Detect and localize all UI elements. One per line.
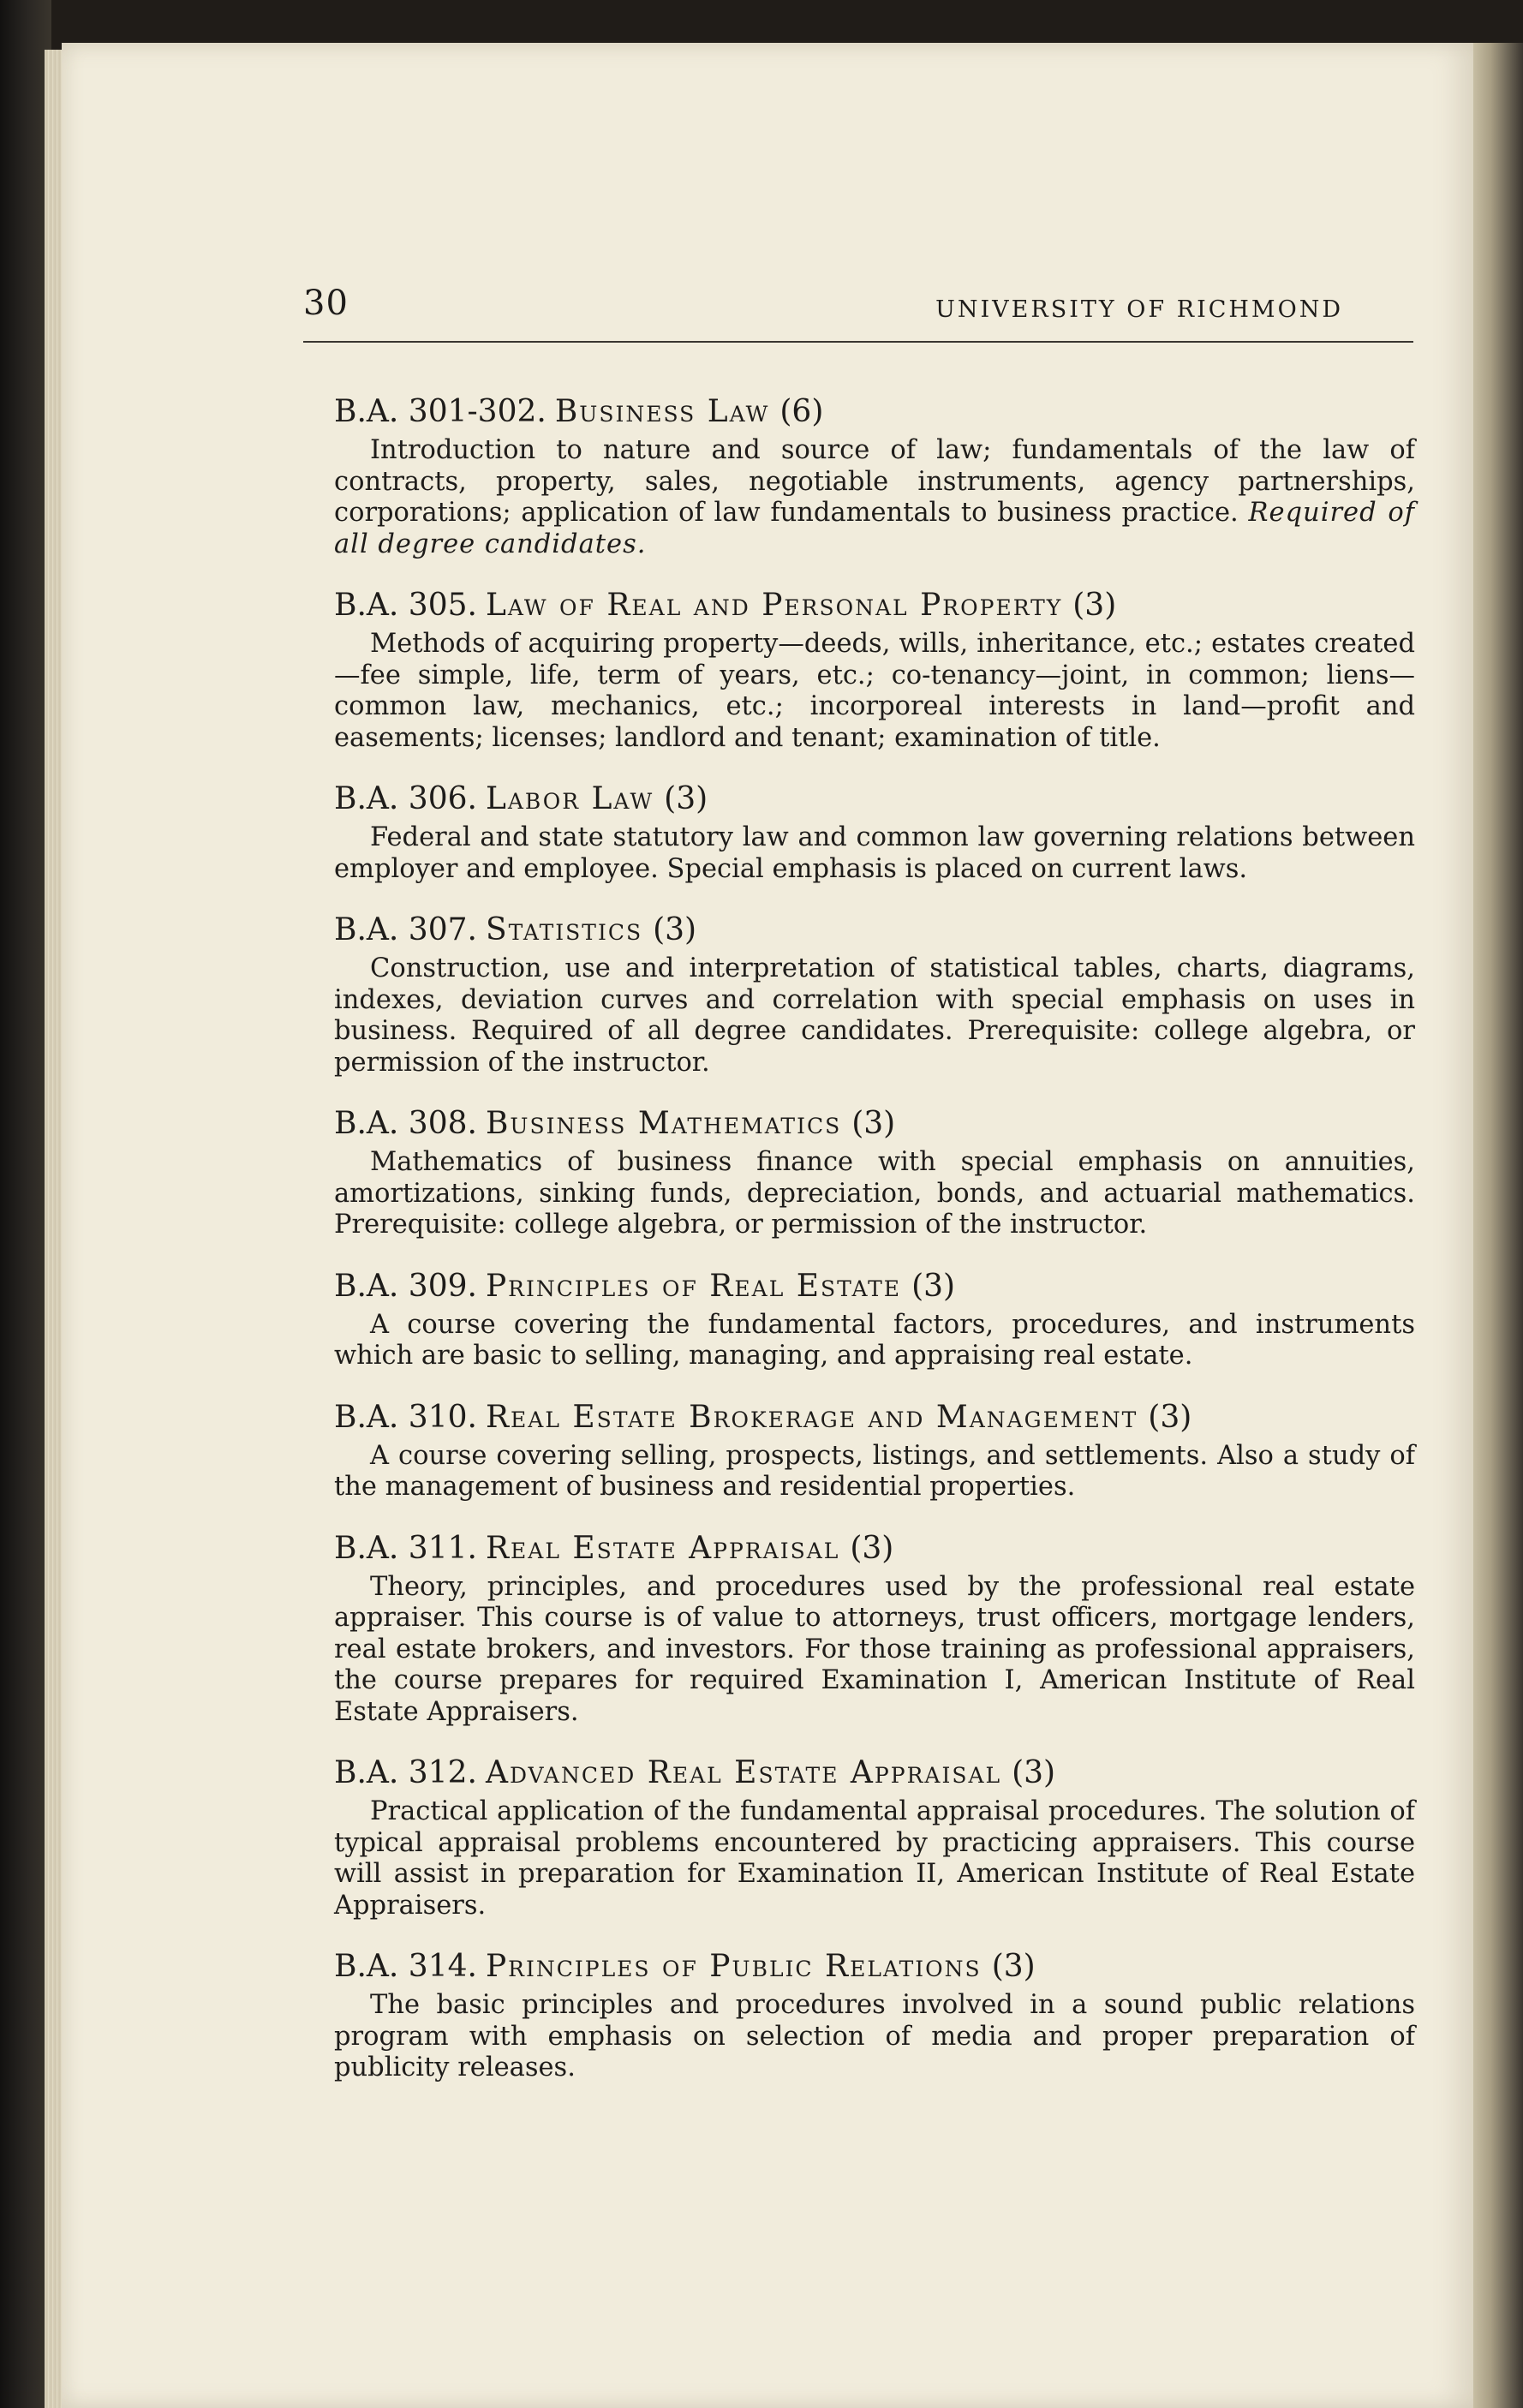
course-heading	[334, 1529, 1415, 1568]
course-heading	[334, 1267, 1415, 1306]
course-credits: (3)	[991, 1949, 1036, 1984]
course-title: Labor Law	[485, 781, 654, 816]
course-title: Principles of Public Relations	[485, 1949, 982, 1984]
course-code: B.A. 310.	[334, 1399, 477, 1435]
course-title: Real Estate Appraisal	[485, 1530, 840, 1566]
course-code: B.A. 312.	[334, 1755, 477, 1790]
book-binding-edge	[0, 0, 51, 2408]
course-code: B.A. 311.	[334, 1530, 477, 1566]
course-heading	[334, 586, 1415, 625]
course-description: The basic principles and procedures involved in a sound public relations program with emphasis on selection of media and proper preparation of publicity releases.	[334, 1990, 1415, 2082]
course-credits: (3)	[911, 1268, 956, 1304]
course-heading	[334, 1754, 1415, 1793]
course-description: Methods of acquiring property—deeds, wills, inheritance, etc.; estates created—fee simple, life, term of years, etc.; co-tenancy—joint, in common; liens—common law, mechanics, etc.; incorporeal interests in land—profit and easements; licenses; landlord and tenant; examination of title.	[334, 629, 1415, 753]
course-credits: (3)	[653, 912, 697, 947]
course-requirement: Required of all degree candidates.	[334, 498, 1416, 559]
course-code: B.A. 309.	[334, 1268, 477, 1304]
course-description: Theory, principles, and procedures used by the professional real estate appraiser. This course is of value to attorneys, trust officers, mortgage lenders, real estate brokers, and investors. For those training as professional appraisers, the course prepares for required Examination I, American Institute of Real Estate Appraisers.	[334, 1571, 1415, 1727]
catalog-page	[62, 43, 1473, 2408]
course-description: A course covering selling, prospects, listings, and settlements. Also a study of the management of business and residential properties.	[334, 1440, 1415, 1502]
course-heading	[334, 1398, 1415, 1437]
header-rule	[303, 341, 1413, 343]
course-code: B.A. 314.	[334, 1949, 477, 1984]
running-head: UNIVERSITY OF RICHMOND	[935, 296, 1343, 323]
course-credits: (3)	[851, 1106, 896, 1141]
course-description: Federal and state statutory law and common law governing relations between employer and employee. Special emphasis is placed on current laws.	[334, 822, 1415, 884]
course-entry	[334, 392, 1415, 560]
course-description: Practical application of the fundamental appraisal procedures. The solution of typical appraisal problems encountered by practicing appraisers. This course will assist in preparation for Examination II, American Institute of Real Estate Appraisers.	[334, 1796, 1415, 1921]
course-description: Mathematics of business finance with special emphasis on annuities, amortizations, sinking funds, depreciation, bonds, and actuarial mathematics. Prerequisite: college algebra, or permission of the instructor.	[334, 1147, 1415, 1240]
course-entry	[334, 1398, 1415, 1503]
course-title: Statistics	[485, 912, 643, 947]
course-heading	[334, 1947, 1415, 1987]
course-entry	[334, 1104, 1415, 1241]
course-entry	[334, 1267, 1415, 1372]
course-code: B.A. 306.	[334, 781, 477, 816]
course-title: Business Mathematics	[485, 1106, 842, 1141]
course-heading	[334, 1104, 1415, 1144]
course-heading	[334, 911, 1415, 950]
course-description: Construction, use and interpretation of statistical tables, charts, diagrams, indexes, deviation curves and correlation with special emphasis on uses in business. Required of all degree candidates. Prerequisite: college algebra, or permission of the instructor.	[334, 953, 1415, 1078]
facing-page-edge	[1473, 43, 1523, 2408]
course-credits: (3)	[850, 1530, 894, 1566]
course-heading	[334, 780, 1415, 819]
course-credits: (3)	[1012, 1755, 1056, 1790]
course-code: B.A. 305.	[334, 588, 477, 623]
course-entry	[334, 1947, 1415, 2084]
course-title: Law of Real and Personal Property	[485, 588, 1063, 623]
course-entry	[334, 780, 1415, 885]
course-heading	[334, 392, 1415, 432]
course-title: Real Estate Brokerage and Management	[485, 1399, 1138, 1435]
course-entry	[334, 1529, 1415, 1729]
course-entry	[334, 586, 1415, 754]
course-title: Business Law	[554, 394, 770, 429]
course-list	[334, 392, 1415, 2110]
course-title: Advanced Real Estate Appraisal	[485, 1755, 1002, 1790]
course-description: Introduction to nature and source of law; fundamentals of the law of contracts, property, sales, negotiable instruments, agency partnerships, corporations; application of law fundamentals to business practice. Required of all degree candidates.	[334, 435, 1416, 559]
course-credits: (3)	[1148, 1399, 1192, 1435]
course-credits: (3)	[1072, 588, 1117, 623]
course-title: Principles of Real Estate	[485, 1268, 902, 1304]
course-code: B.A. 307.	[334, 912, 477, 947]
course-description: A course covering the fundamental factors, procedures, and instruments which are basic to selling, managing, and appraising real estate.	[334, 1309, 1415, 1371]
page-number: 30	[303, 284, 349, 323]
course-code: B.A. 308.	[334, 1106, 477, 1141]
course-credits: (6)	[779, 394, 824, 429]
course-code: B.A. 301-302.	[334, 394, 546, 429]
course-entry	[334, 911, 1415, 1079]
course-entry	[334, 1754, 1415, 1921]
course-credits: (3)	[664, 781, 708, 816]
